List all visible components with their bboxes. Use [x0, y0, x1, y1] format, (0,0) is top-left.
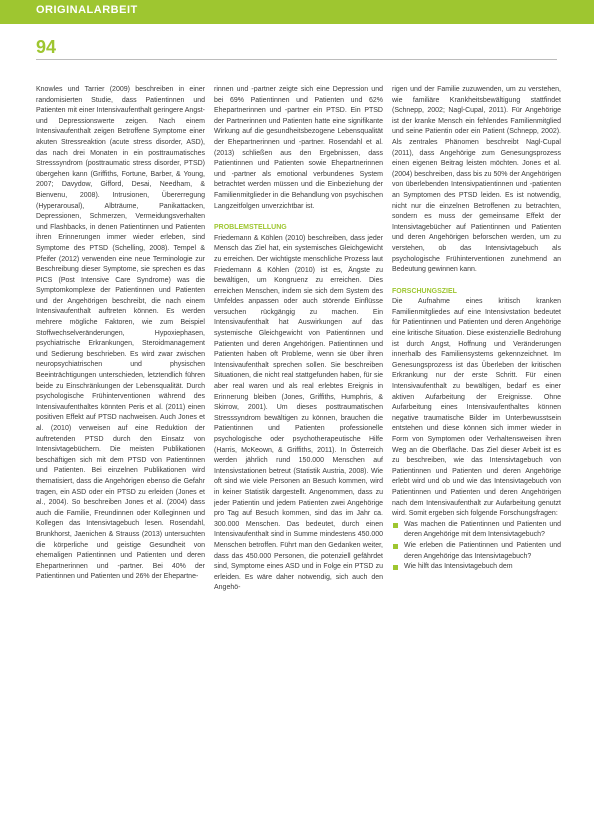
paragraph: Friedemann & Köhlen (2010) beschreiben, dass jeder Mensch das Ziel hat, ein systemisches Gleichgewicht zu erreichen. Der wichtigste menschliche Prozess laut Friedemann & Köhlen (2010) ist es, Ängste zu bewältigen, um Kongruenz zu erreichen. Dies erreichen Menschen, indem sie sich dem System des Umfeldes anpassen oder auch störende Einflüsse versuchen rückgängig zu machen. Ein Intensivaufenthalt hat Auswirkungen auf das systemische Gleichgewicht von Patientinnen und Patienten und deren Angehörigen. Patientinnen und Patienten haben oft Probleme, wenn sie über ihren Intensivaufenthalt sprechen sollen. Sie beschreiben Situationen, die nicht real stattgefunden haben, für sie aber real waren und als real erlebtes Ereignis in Erinnerung bleiben (Jones, Griffiths, Humphris, & Skirrow, 2001). Um dieses posttraumatischen Stresssyndrom bewältigen zu können, brauchen die Patientinnen und Patienten professionelle psychologische oder psychotherapeutische Hilfe (Harris, McKeown, & Griffiths, 2011). In Österreich werden jährlich rund 150.000 Menschen auf Intensivstationen betreut (Statistik Austria, 2008). Wie oft sind wie viele Personen an Besuch kommen, wird in keiner Statistik dargestellt. Angenommen, dass zu jeder Patientin und jedem Patienten zwei Angehörige pro Tag auf Besuch kommen, sind das im Jahr ca. 300.000 Menschen. Das bedeutet, durch einen Intensivaufenthalt sind in Summe mindestens 450.000 Menschen betroffen. Führt man den Gedanken weiter, dass das 450.000 Personen, die potenziell gefährdet sind, Symptome eines ASD und in Folge ein PTSD zu erleiden. Es wäre daher notwendig, sich auch den Angehö- — [214, 234, 383, 592]
list-item: Wie hilft das Intensivtagebuch dem — [392, 562, 561, 573]
paragraph: rigen und der Familie zuzuwenden, um zu verstehen, wie familiäre Krankheitsbewältigung stattfindet (Schnepp, 2002; Nagl-Cupal, 2011). Für Angehörige ist der kranke Mensch ein fehlendes Familienmitglied und seine Patientin oder ein Patient (Schnepp, 2002). Als zentrales Phänomen beschreibt Nagl-Cupal (2011), dass Angehörige zum Genesungsprozess einen eigenen Beitrag leisten möchten. Jones et al. (2004) beschreiben, dass bis zu 50% der Angehörigen von überlebenden Intensivpatientinnen und -patienten an Symptomen des PTSD leiden. Es ist notwendig, nicht nur die einzelnen Betroffenen zu betrachten, sondern es muss der gemeinsame Effekt der Intensivtagebücher auf Patientinnen und Patienten und deren Angehörigen beforschen werden, um zu verstehen, ob das Intensivtagebuch als psychologische Frühinterventionen zunehmend an Bedeutung gewinnen kann. — [392, 86, 561, 274]
header-bar — [0, 0, 594, 24]
header-divider — [36, 59, 557, 60]
paragraph: rinnen und -partner zeigte sich eine Depression und bei 69% Patientinnen und Patienten und 62% Ehepartnerinnen und -partner ein PTSD. Ein PTSD der Partnerinnen und Patienten hatte eine signifikante Wirkung auf die gesundheitsbezogene Lebensqualität der Ehepartnerinnen und -partner. Rosendahl et al. (2013) schließen aus den Ergebnissen, dass Patientinnen und Patienten sowie Ehepartnerinnen und -partner als emotional verbundenes System betrachtet werden müssen und die Einbeziehung der Familienmitglieder in die Behandlung von psychischen Langzeitfolgen unverzichtbar ist. — [214, 86, 383, 210]
section-label: ORIGINALARBEIT — [36, 4, 138, 16]
list-item: Was machen die Patientinnen und Patienten und deren Angehörige mit dem Intensivtagebuch? — [392, 520, 561, 541]
research-questions-list — [392, 520, 561, 573]
section-heading-forschungsziel: FORSCHUNGSZIEL — [392, 287, 457, 295]
list-item: Wie erleben die Patientinnen und Patienten und deren Angehörige das Intensivtagebuch? — [392, 541, 561, 562]
paragraph: Die Aufnahme eines kritisch kranken Familienmitgliedes auf eine Intensivstation bedeutet für Patientinnen und Patienten und deren Angehörige eine kritische Situation. Diese existenzielle Bedrohung ist durch Angst, Hoffnung und Veränderungen innerhalb des Familiensystems gekennzeichnet. Im Genesungsprozess ist das Überleben der kritischen Erkrankung nur der erste Schritt. Für einen Intensivaufenthalt zu bewältigen, bedarf es einer aktiven Aufarbeitung der Ereignisse. Ohne Aufarbeitung eines Intensivaufenthaltes können negative traumatische Bilder im Unterbewusstsein entstehen und diese können sich immer wieder in Form von Symptomen oder Verhaltensweisen ihren Weg an die Oberfläche. Das Ziel dieser Arbeit ist es zu beschreiben, wie das Intensivtagebuch von Patientinnen und Patienten und deren Angehörige erlebt wird und ob und wie das Intensivtagebuch von Patientinnen und Patienten und deren Angehörigen nach dem Intensivaufenthalt zur Aufarbeitung genutzt wird. Somit ergeben sich folgende Forschungsfragen: — [392, 298, 561, 518]
section-heading-problemstellung: PROBLEMSTELLUNG — [214, 224, 287, 232]
text-column-3 — [392, 85, 561, 825]
paragraph: Knowles und Tarrier (2009) beschreiben in einer randomisierten Studie, dass Patientinnen und Patienten mit einer Intensivaufenthalt geringere Angst- und Depressionswerte zeigen. Nach einem Intensivaufenthalt zeigen Betroffene Symptome einer akuten Stressreaktion (acute stress disorder, ASD), das nach drei Monaten in ein posttraumatisches Stresssyndrom (posttraumatic stress disorder, PTSD) übergehen kann (Griffiths, Fortune, Barber, & Young, 2007; Davydow, Gifford, Desai, Needham, & Bienvenu, 2008). Intrusionen, Übererregung (Hyperarousal), Albträume, Panikattacken, Depressionen, Schmerzen, Vermeidungsverhalten und Flashbacks, in denen Patientinnen und Patienten ihren Erinnerungen immer wieder erleben, sind Symptome des PTSD (Schelling, 2008). Tempel & Pfeifer (2012) verwenden eine neue Terminologie zur Beschreibung dieser Symptome, sie sprechen es das PICS (Post Intensive Care Syndrome) was die Symptomkomplexe der Patientinnen und Patienten und der Angehörigen beschreibt, die nach einem Intensivaufenthalt auftreten können. Es werden mehrere mögliche Faktoren, wie zum Beispiel Stoffwechselveränderungen, Hypoxiephasen, psychiatrische Erkrankungen, Steroidmanagement und Sedierung beschrieben. Es wird zwar zwischen neuropsychiatrischen und physischen Beeinträchtigungen unterschieden, letztendlich führen beide zu Einschränkungen der Lebensqualität. Durch psychologische Frühinterventionen während des Intensivaufenthaltes könnten Peris et al. (2011) einen positiven Effekt auf PTSD nachweisen. Auch Jones et al. (2010) verweisen auf eine Reduktion der auftretenden PTSD durch den Einsatz von Intensivtagebüchern. Die meisten Publikationen beschäftigen sich mit dem PTSD von Patientinnen und Patienten. Bei einzelnen Publikationen wird thematisiert, dass die Angehörigen ebenso die Gefahr tragen, ein ASD oder ein PTSD zu erleiden (Jones et al., 2004). So beschreiben Jones et al. (2004) dass auch die Familie, Freundinnen oder Kolleginnen und Kollegen das Intensivtagebuch lesen. Rosendahl, Brunkhorst, Jaenichen & Strauss (2013) untersuchten die körperliche und geistige Gesundheit von ehemaligen Patientinnen und Patienten und deren Ehepartnerinnen und -partner. Bei 40% der Patientinnen und Patienten und 26% der Ehepartne- — [36, 86, 205, 581]
page-number: 94 — [36, 37, 57, 57]
text-column-1 — [36, 85, 205, 825]
text-column-2 — [214, 85, 383, 825]
